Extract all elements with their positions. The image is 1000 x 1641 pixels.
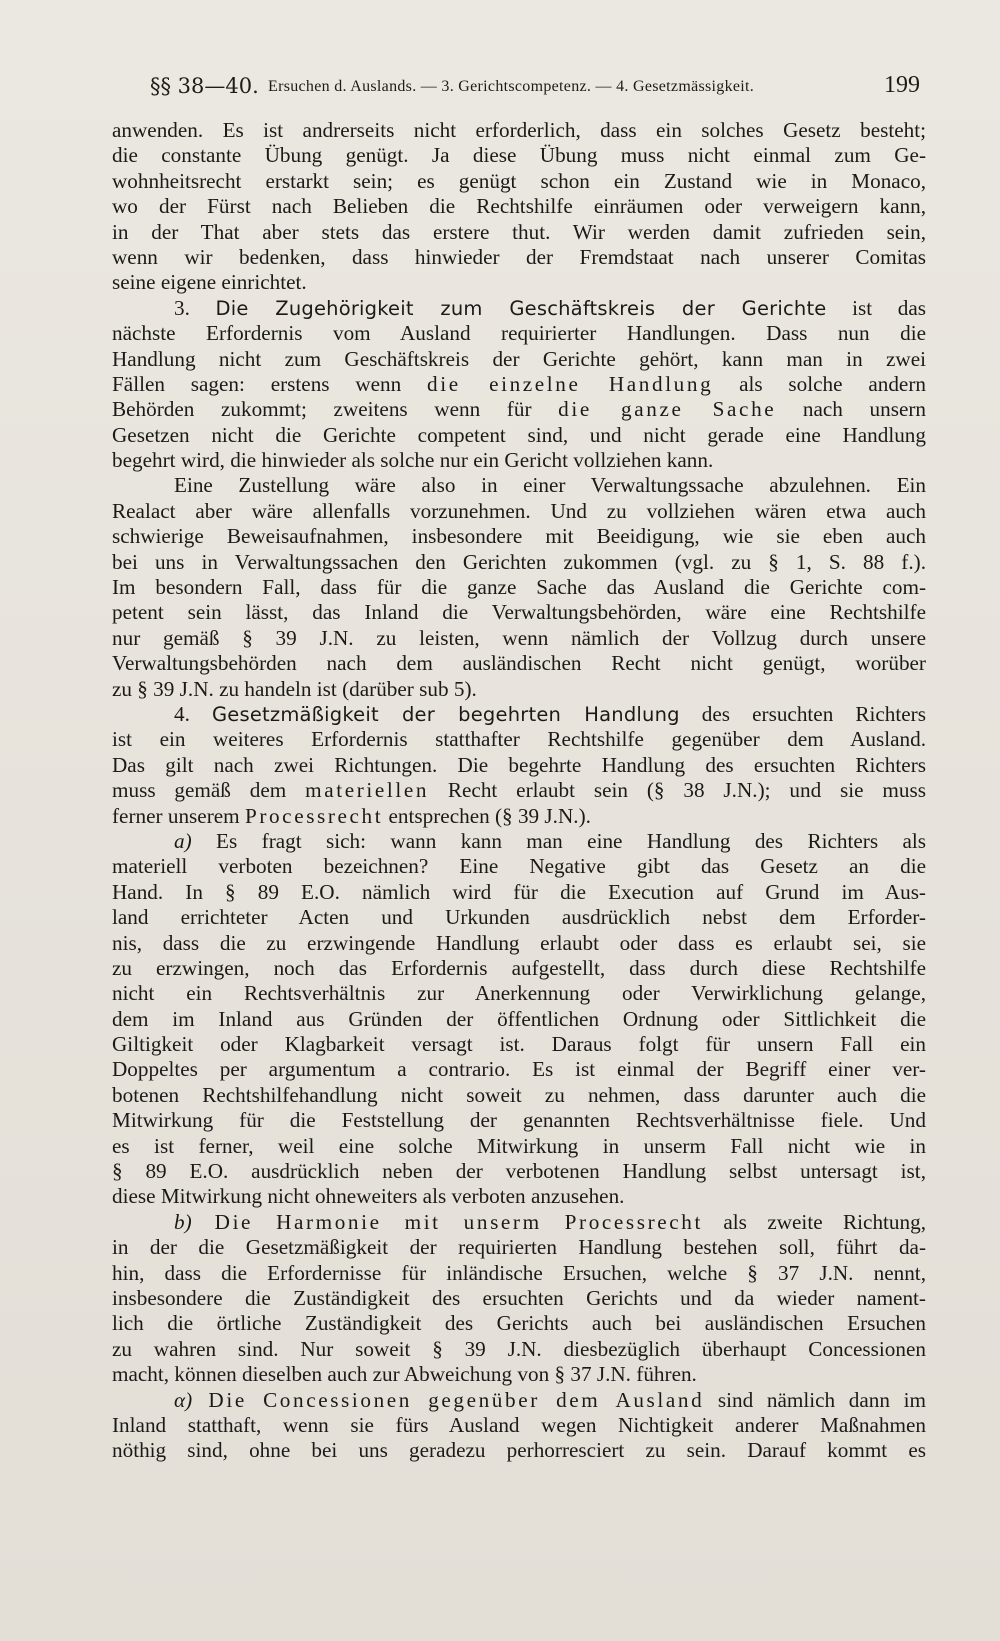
- text-line: zu erzwingen, noch das Erfordernis aufgestellt, dass durch diese Rechtshilfe: [112, 955, 926, 980]
- text-fragment: nach unsern: [776, 397, 926, 422]
- text-line: land errichteter Acten und Urkunden ausdrücklich nebst dem Erforder-: [112, 905, 926, 930]
- text-line: insbesondere die Zuständigkeit des ersuchten Gerichts und da wieder nament-: [112, 1285, 926, 1310]
- emphasis-spaced: Die Harmonie mit unserm Processrecht: [191, 1209, 703, 1234]
- section-3-heading-line: [112, 296, 926, 321]
- text-line: zu § 39 J.N. zu handeln ist (darüber sub 5).: [112, 676, 477, 701]
- text-line-mixed: [112, 778, 926, 803]
- text-fragment: Es fragt sich: wann kann man eine Handlung des Richters als: [191, 828, 926, 853]
- text-line: ist ein weiteres Erfordernis statthafter Rechtshilfe gegenüber dem Ausland.: [112, 727, 926, 752]
- text-line: nur gemäß § 39 J.N. zu leisten, wenn nämlich der Vollzug durch unsere: [112, 625, 926, 650]
- text-line: bei uns in Verwaltungssachen den Gerichten zukommen (vgl. zu § 1, S. 88 f.).: [112, 549, 926, 574]
- text-line: hin, dass die Erfordernisse für inländische Ersuchen, welche § 37 J.N. nennt,: [112, 1260, 926, 1285]
- text-fragment: Fällen sagen: erstens wenn: [112, 371, 428, 396]
- section-4-heading: Gesetzmäßigkeit der begehrten Handlung: [211, 702, 680, 726]
- text-fragment: des ersuchten Richters: [679, 701, 926, 726]
- text-line: wenn wir bedenken, dass hinwieder der Fremdstaat nach unserer Comitas: [112, 244, 926, 269]
- text-line: botenen Rechtshilfehandlung nicht soweit zu nehmen, dass darunter auch die: [112, 1082, 926, 1107]
- section-3-number: 3.: [174, 295, 190, 320]
- text-line: nächste Erfordernis vom Ausland requirierter Handlungen. Dass nun die: [112, 321, 926, 346]
- emphasis-spaced: materiellen: [305, 778, 430, 803]
- text-fragment: muss gemäß dem: [112, 778, 306, 803]
- text-line: Eine Zustellung wäre also in einer Verwaltungssache abzulehnen. Ein: [174, 473, 926, 498]
- text-line: Mitwirkung für die Feststellung der genannten Rechtsverhältnisse fiele. Und: [112, 1108, 926, 1133]
- text-line: § 89 E.O. ausdrücklich neben der verbotenen Handlung selbst untersagt ist,: [112, 1159, 926, 1184]
- page-number: 199: [884, 72, 920, 98]
- text-line: in der die Gesetzmäßigkeit der requirierten Handlung bestehen soll, führt da-: [112, 1235, 926, 1260]
- emphasis-spaced: Die Concessionen gegenüber dem Ausland: [192, 1387, 705, 1412]
- text-line: zu wahren sind. Nur soweit § 39 J.N. diesbezüglich überhaupt Concessionen: [112, 1336, 926, 1361]
- subsection-alpha-line: [112, 1388, 926, 1413]
- text-line: Das gilt nach zwei Richtungen. Die begehrte Handlung des ersuchten Richters: [112, 752, 926, 777]
- running-title: Ersuchen d. Auslands. — 3. Gerichtscompetenz. — 4. Gesetzmässigkeit.: [268, 78, 755, 95]
- text-fragment: Behörden zukommt; zweitens wenn für: [112, 397, 559, 422]
- section-3-heading: Die Zugehörigkeit zum Geschäftskreis der Gerichte: [215, 296, 827, 320]
- text-line: begehrt wird, die hinwieder als solche nur ein Gericht vollziehen kann.: [112, 448, 714, 473]
- text-fragment: entsprechen (§ 39 J.N.).: [383, 803, 591, 828]
- section-reference: §§ 38—40.: [150, 74, 259, 98]
- text-line: nis, dass die zu erzwingende Handlung erlaubt oder dass es erlaubt sei, sie: [112, 930, 926, 955]
- text-line: Handlung nicht zum Geschäftskreis der Gerichte gehört, kann man in zwei: [112, 346, 926, 371]
- text-line: Verwaltungsbehörden nach dem ausländischen Recht nicht genügt, worüber: [112, 651, 926, 676]
- text-line: die constante Übung genügt. Ja diese Übung muss nicht einmal zum Ge-: [112, 143, 926, 168]
- text-line: nicht ein Rechtsverhältnis zur Anerkennung oder Verwirklichung gelange,: [112, 981, 926, 1006]
- text-line: in der That aber stets das erstere thut. Wir werden damit zufrieden sein,: [112, 219, 926, 244]
- subsection-a-label: a): [174, 828, 192, 853]
- emphasis-spaced: Processrecht: [244, 803, 384, 828]
- text-line: seine eigene einrichtet.: [112, 270, 307, 295]
- text-fragment: sind nämlich dann im: [704, 1387, 926, 1412]
- text-line: nöthig sind, ohne bei uns geradezu perhorresciert zu sein. Darauf kommt es: [112, 1438, 926, 1463]
- emphasis-spaced: die ganze Sache: [558, 397, 777, 422]
- text-line: wo der Fürst nach Belieben die Rechtshilfe einräumen oder verweigern kann,: [112, 194, 926, 219]
- subsection-a-line: [112, 829, 926, 854]
- text-line: diese Mitwirkung nicht ohneweiters als verboten anzusehen.: [112, 1184, 625, 1209]
- text-line: materiell verboten bezeichnen? Eine Negative gibt das Gesetz an die: [112, 854, 926, 879]
- text-fragment: als zweite Richtung,: [702, 1209, 926, 1234]
- text-line: Im besondern Fall, dass für die ganze Sache das Ausland die Gerichte com-: [112, 575, 926, 600]
- body-text: [112, 118, 926, 1464]
- running-header: [150, 70, 920, 104]
- text-line: Giltigkeit oder Klagbarkeit versagt ist. Daraus folgt für unsern Fall ein: [112, 1032, 926, 1057]
- text-line: Gesetzen nicht die Gerichte competent sind, und nicht gerade eine Handlung: [112, 422, 926, 447]
- text-fragment: ferner unserem: [112, 803, 245, 828]
- text-line-mixed: [112, 372, 926, 397]
- section-4-number: 4.: [174, 701, 190, 726]
- text-line: lich die örtliche Zuständigkeit des Gerichts auch bei ausländischen Ersuchen: [112, 1311, 926, 1336]
- text-fragment: Recht erlaubt sein (§ 38 J.N.); und sie muss: [429, 778, 926, 803]
- text-line: schwierige Beweisaufnahmen, insbesondere mit Beeidigung, wie sie eben auch: [112, 524, 926, 549]
- text-line-mixed: [112, 397, 926, 422]
- section-4-heading-line: [112, 702, 926, 727]
- text-line: dem im Inland aus Gründen der öffentlichen Ordnung oder Sittlichkeit die: [112, 1006, 926, 1031]
- text-line: macht, können dieselben auch zur Abweichung von § 37 J.N. führen.: [112, 1362, 697, 1387]
- text-line: Hand. In § 89 E.O. nämlich wird für die Execution auf Grund im Aus-: [112, 879, 926, 904]
- text-line-mixed: [112, 804, 926, 829]
- subsection-b-label: b): [174, 1209, 192, 1234]
- subsection-alpha-label: α): [174, 1387, 193, 1412]
- text-fragment: als solche andern: [713, 371, 926, 396]
- subsection-b-line: [112, 1210, 926, 1235]
- text-line: Doppeltes per argumentum a contrario. Es ist einmal der Begriff einer ver-: [112, 1057, 926, 1082]
- text-line: petent sein lässt, das Inland die Verwaltungsbehörden, wäre eine Rechtshilfe: [112, 600, 926, 625]
- emphasis-spaced: die einzelne Handlung: [427, 371, 714, 396]
- text-fragment: ist das: [826, 295, 927, 320]
- text-line: es ist ferner, weil eine solche Mitwirkung in unserm Fall nicht wie in: [112, 1133, 926, 1158]
- text-line: Inland statthaft, wenn sie fürs Ausland wegen Nichtigkeit anderer Maßnahmen: [112, 1412, 926, 1437]
- text-line: wohnheitsrecht erstarkt sein; es genügt schon ein Zustand wie in Monaco,: [112, 168, 926, 193]
- text-line: Realact aber wäre allenfalls vorzunehmen. Und zu vollziehen wären etwa auch: [112, 498, 926, 523]
- text-line: anwenden. Es ist andrerseits nicht erforderlich, dass ein solches Gesetz besteht;: [112, 118, 926, 142]
